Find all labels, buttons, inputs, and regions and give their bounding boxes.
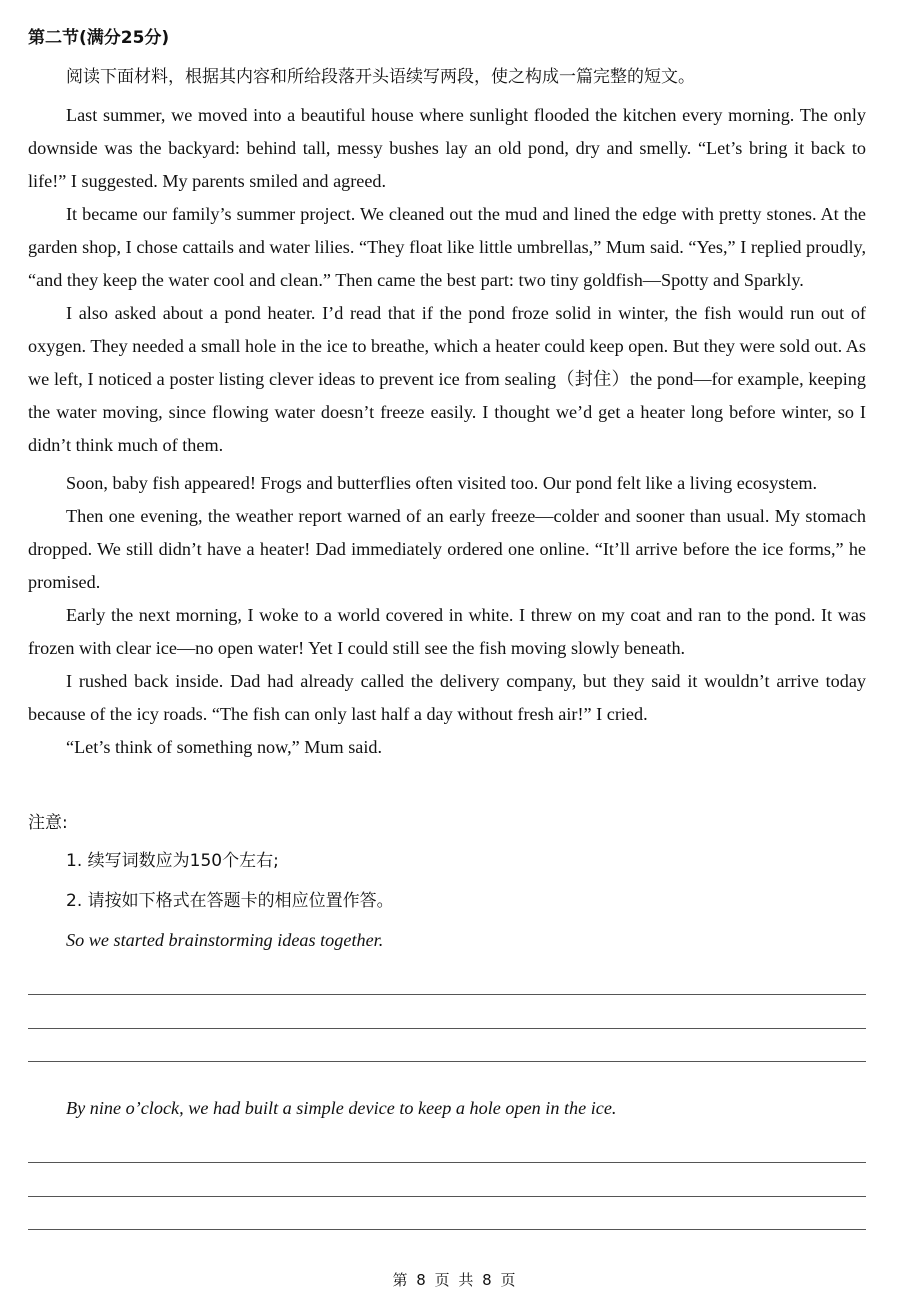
passage-paragraph: Soon, baby fish appeared! Frogs and butterflies often visited too. Our pond felt like a living ecosystem. <box>66 473 818 493</box>
passage-paragraph: I rushed back inside. Dad had already called the delivery company, but they said it wouldn’t arrive today because of the icy roads. “The fish can only last half a day without fresh air!” I cried. <box>28 671 866 724</box>
passage-paragraph: Then one evening, the weather report warned of an early freeze—colder and sooner than usual. My stomach dropped. We still didn’t have a heater! Dad immediately ordered one online. “It’ll arrive before the ice forms,” he promised. <box>28 506 866 592</box>
passage-paragraph: Last summer, we moved into a beautiful house where sunlight flooded the kitchen every morning. The only downside was the backyard: behind tall, messy bushes lay an old pond, dry and smelly. “Let’s bring it back to life!” I suggested. My parents smiled and agreed. <box>28 105 866 191</box>
answer-line <box>28 1061 866 1062</box>
reading-passage <box>28 99 866 764</box>
passage-paragraph: Early the next morning, I woke to a world covered in white. I threw on my coat and ran to the pond. It was frozen with clear ice—no open water! Yet I could still see the fish moving slowly beneath. <box>28 605 866 658</box>
note-item: 2. 请按如下格式在答题卡的相应位置作答。 <box>66 891 394 911</box>
passage-paragraph: It became our family’s summer project. We cleaned out the mud and lined the edge with pretty stones. At the garden shop, I chose cattails and water lilies. “They float like little umbrellas,” Mum said. “Yes,” I replied proudly, “and they keep the water cool and clean.” Then came the best part: two tiny goldfish—Spotty and Sparkly. <box>28 204 866 290</box>
passage-paragraph: I also asked about a pond heater. I’d read that if the pond froze solid in winter, the fish would run out of oxygen. They needed a small hole in the ice to breathe, which a heater could keep open. But they were sold out. As we left, I noticed a poster listing clever ideas to prevent ice from sealing（封住）the pond—for example, keeping the water moving, since flowing water doesn’t freeze easily. I thought we’d get a heater long before winter, so I didn’t think much of them. <box>28 303 866 455</box>
answer-line <box>28 1028 866 1029</box>
paragraph-starter: By nine o’clock, we had built a simple device to keep a hole open in the ice. <box>66 1098 617 1118</box>
page-number: 第 8 页 共 8 页 <box>392 1271 518 1289</box>
notes-title: 注意: <box>28 813 68 833</box>
paragraph-starter: So we started brainstorming ideas together. <box>66 930 384 950</box>
answer-line <box>28 1162 866 1163</box>
answer-line <box>28 994 866 995</box>
passage-paragraph: “Let’s think of something now,” Mum said. <box>66 737 383 757</box>
section-heading: 第二节(满分25分) <box>28 28 170 48</box>
answer-line <box>28 1229 866 1230</box>
note-item: 1. 续写词数应为150个左右; <box>66 851 279 871</box>
answer-line <box>28 1196 866 1197</box>
task-instruction: 阅读下面材料，根据其内容和所给段落开头语续写两段，使之构成一篇完整的短文。 <box>66 67 695 87</box>
